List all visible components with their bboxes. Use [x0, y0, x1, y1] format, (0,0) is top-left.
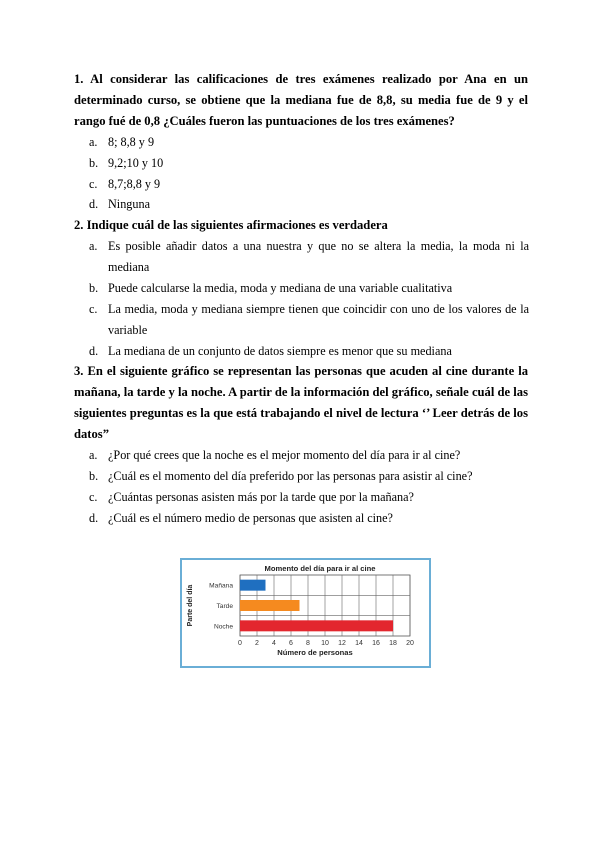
x-tick-label: 2: [255, 640, 259, 647]
x-tick-label: 4: [272, 640, 276, 647]
option-text: Es posible añadir datos a una nuestra y que no se altera la media, la moda ni la mediana: [108, 239, 529, 274]
question-3: 3. En el siguiente gráfico se representan las personas que acuden al cine durante la mañana, la tarde y la noche. A partir de la información del gráfico, señale cuál de las siguientes preguntas es la que está trabajando el nivel de lectura ‘’ Leer detrás de los datos”: [74, 364, 528, 441]
option-letter: a.: [89, 239, 98, 253]
option-letter: d.: [89, 511, 99, 525]
x-axis-label: Número de personas: [277, 648, 353, 657]
option-text: La mediana de un conjunto de datos siempre es menor que su mediana: [108, 344, 452, 358]
option-text: 8; 8,8 y 9: [108, 135, 155, 149]
bar-chart: [180, 558, 431, 668]
option-text: La media, moda y mediana siempre tienen que coincidir con uno de los valores de la variable: [108, 302, 529, 337]
x-tick-label: 16: [372, 640, 380, 647]
option-text: ¿Cuántas personas asisten más por la tarde que por la mañana?: [108, 490, 414, 504]
x-tick-label: 12: [338, 640, 346, 647]
category-label: Tarde: [216, 603, 233, 610]
y-axis-label: Parte del día: [187, 584, 194, 627]
x-tick-label: 18: [389, 640, 397, 647]
option-text: Ninguna: [108, 197, 150, 211]
bar-noche: [240, 620, 393, 631]
option-letter: b.: [89, 156, 99, 170]
category-label: Mañana: [209, 582, 233, 590]
x-tick-label: 20: [406, 640, 414, 647]
option-text: Puede calcularse la media, moda y mediana de una variable cualitativa: [108, 281, 453, 295]
option-letter: c.: [89, 490, 98, 504]
x-tick-label: 10: [321, 640, 329, 647]
option-letter: d.: [89, 197, 99, 211]
option-letter: b.: [89, 469, 99, 483]
option-letter: c.: [89, 302, 98, 316]
option-letter: b.: [89, 281, 99, 295]
x-tick-label: 6: [289, 640, 293, 647]
chart-svg: [180, 558, 431, 668]
question-1-option-c[interactable]: [89, 174, 529, 195]
bar-tarde: [240, 600, 300, 611]
category-label: Noche: [213, 623, 233, 631]
option-letter: c.: [89, 177, 98, 191]
bar-mañana: [240, 580, 266, 591]
option-text: ¿Cuál es el número medio de personas que asisten al cine?: [108, 511, 393, 525]
x-tick-label: 8: [306, 640, 310, 647]
question-3-option-b[interactable]: [89, 466, 529, 487]
question-2-option-b[interactable]: [89, 278, 529, 299]
option-letter: d.: [89, 344, 99, 358]
question-2-option-c[interactable]: [89, 299, 529, 341]
question-2: 2. Indique cuál de las siguientes afirmaciones es verdadera: [74, 218, 388, 232]
question-2-option-d[interactable]: [89, 341, 529, 362]
question-3-option-a[interactable]: [89, 445, 529, 466]
x-tick-label: 0: [238, 640, 242, 647]
question-1-option-a[interactable]: [89, 132, 529, 153]
option-letter: a.: [89, 135, 98, 149]
option-text: 9,2;10 y 10: [108, 156, 164, 170]
option-text: ¿Por qué crees que la noche es el mejor momento del día para ir al cine?: [108, 448, 461, 462]
option-letter: a.: [89, 448, 98, 462]
question-1-option-b[interactable]: [89, 153, 529, 174]
x-tick-label: 14: [355, 640, 363, 647]
chart-title: Momento del día para ir al cine: [264, 564, 376, 573]
option-text: 8,7;8,8 y 9: [108, 177, 161, 191]
question-3-option-d[interactable]: [89, 508, 529, 529]
question-2-option-a[interactable]: [89, 236, 529, 278]
option-text: ¿Cuál es el momento del día preferido por las personas para asistir al cine?: [108, 469, 473, 483]
question-3-option-c[interactable]: [89, 487, 529, 508]
question-1-option-d[interactable]: [89, 194, 529, 215]
question-1: 1. Al considerar las calificaciones de tres exámenes realizado por Ana en un determinado curso, se obtiene que la mediana fue de 8,8, su media fue de 9 y el rango fué de 0,8 ¿Cuáles fueron las puntuaciones de los tres exámenes?: [74, 72, 528, 128]
